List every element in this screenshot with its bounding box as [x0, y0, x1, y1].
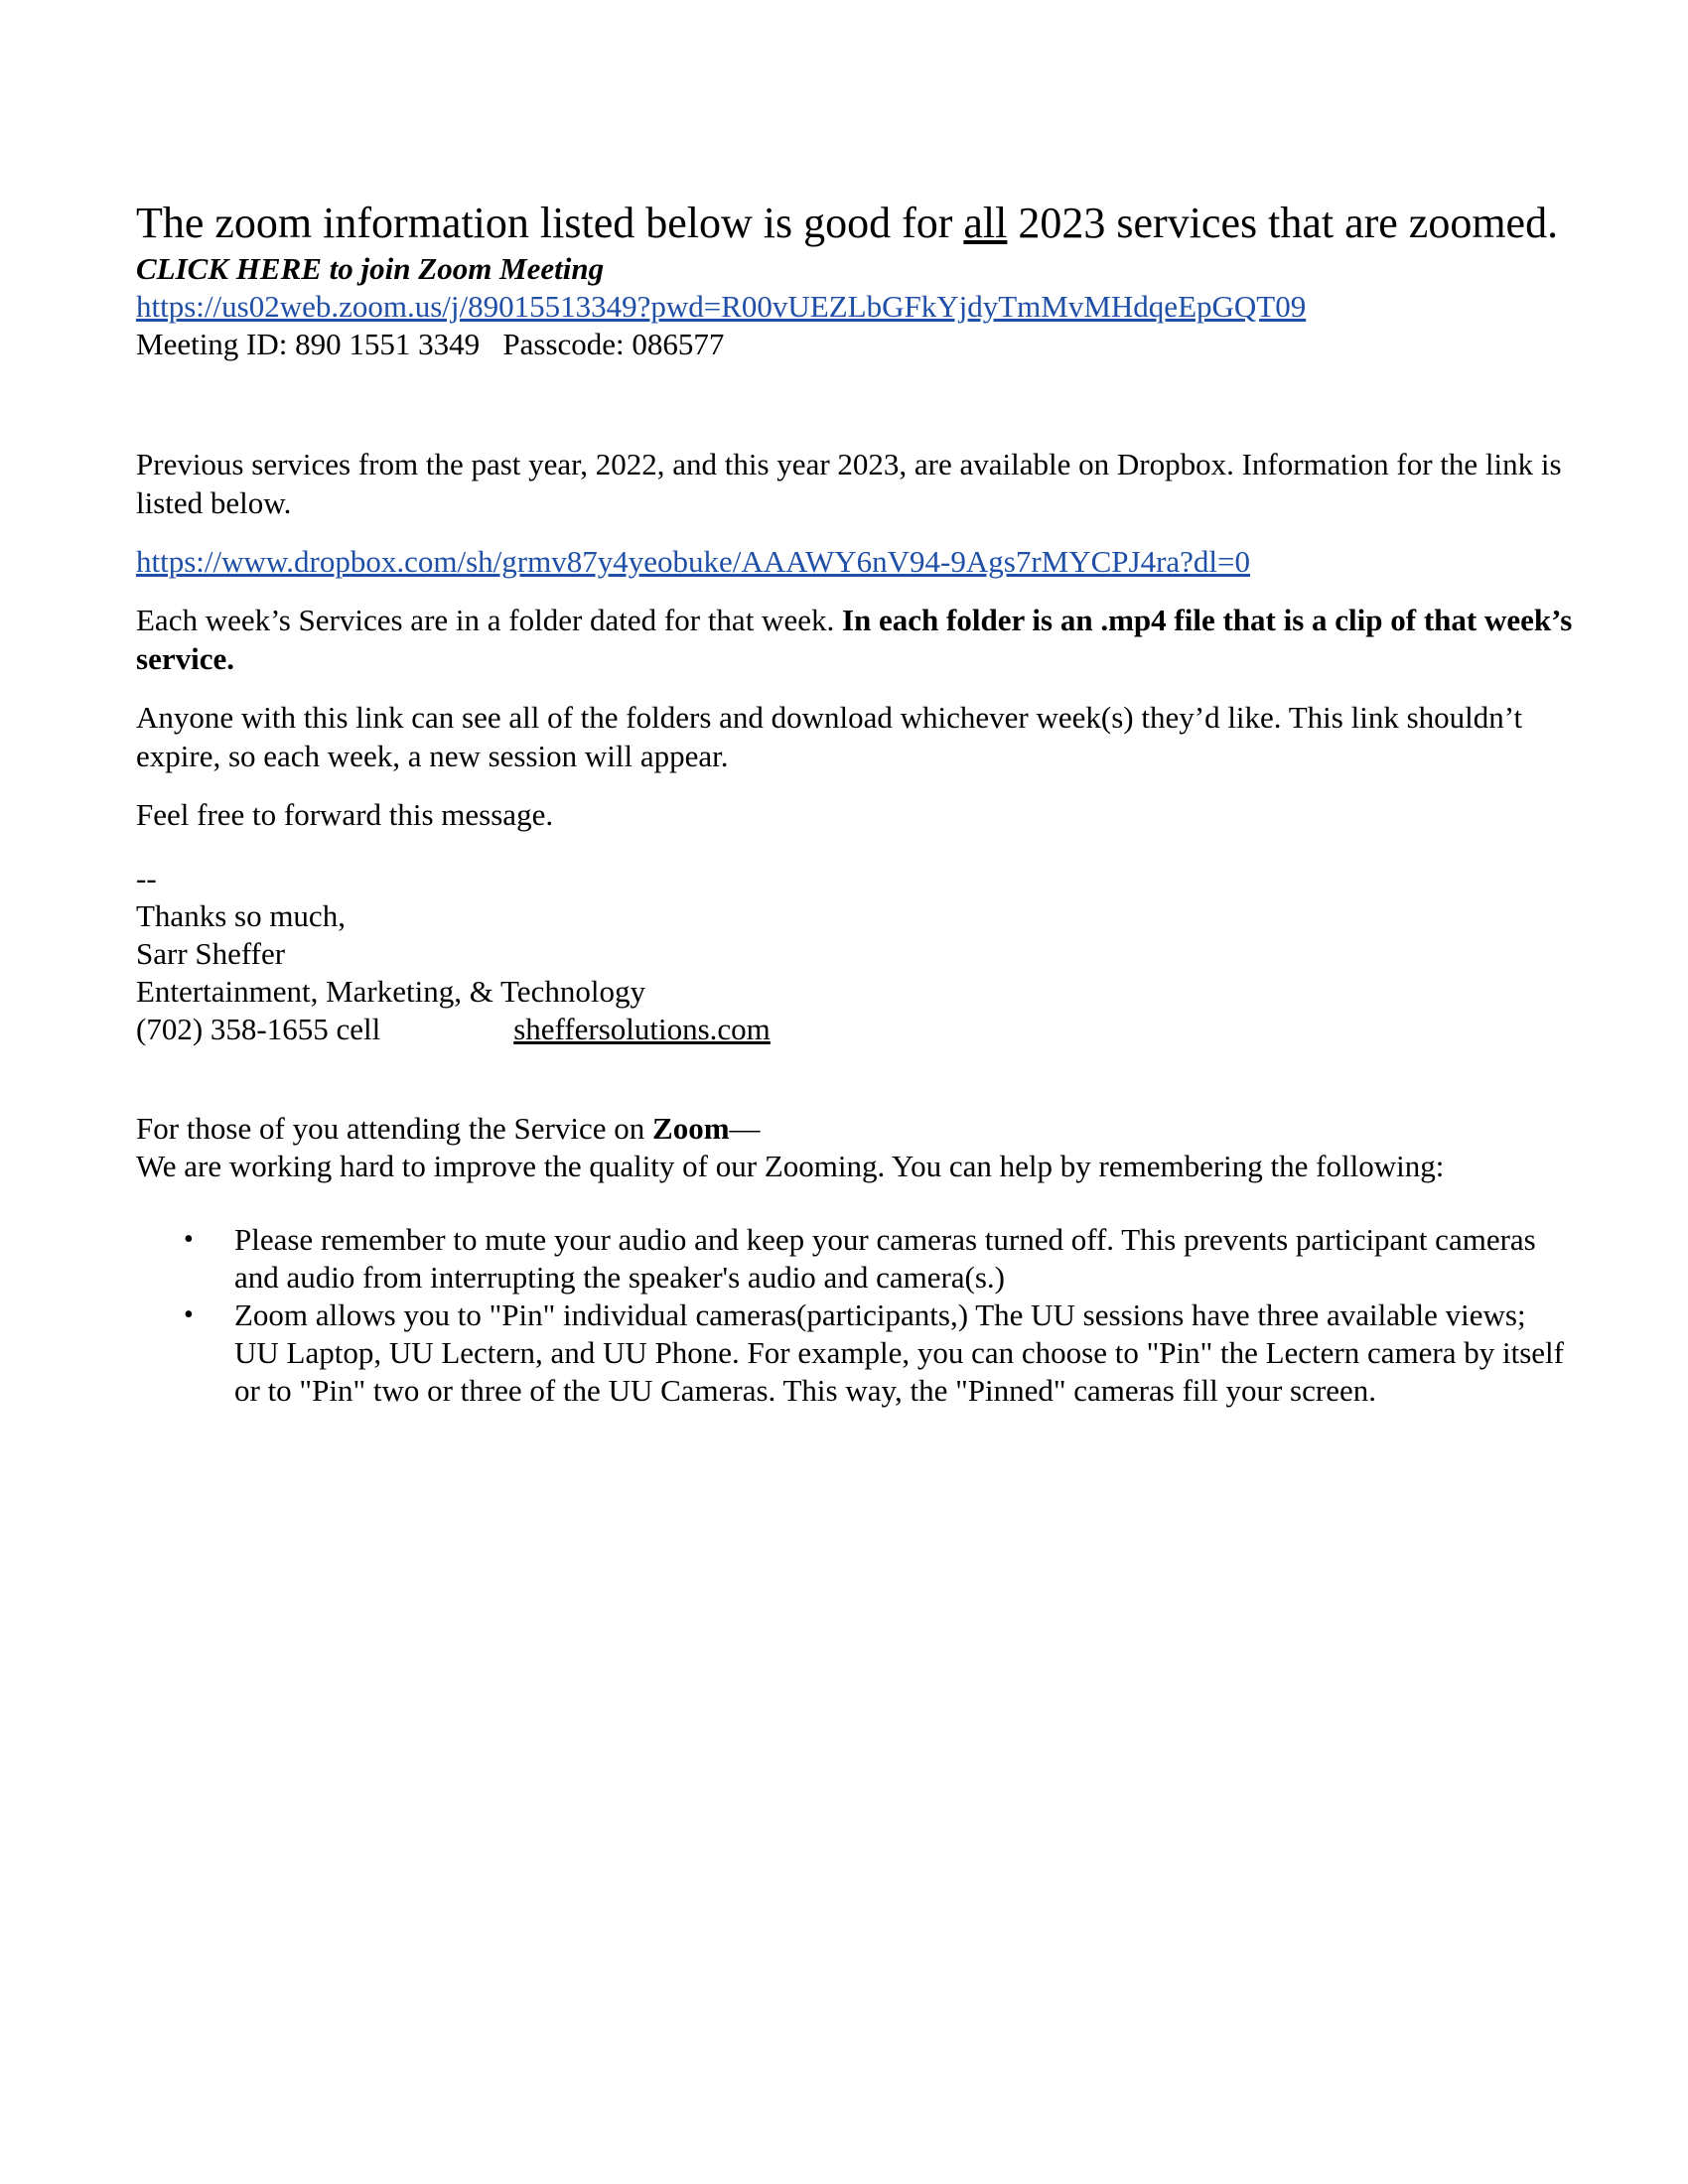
- zoom-tips-list: [136, 1221, 1576, 1410]
- document-page: [136, 197, 1576, 1410]
- zoom-tips-lead: We are working hard to improve the quality of our Zooming. You can help by remembering the following:: [136, 1149, 1445, 1183]
- zoom-credentials: [136, 326, 1576, 363]
- zoom-link-line: [136, 288, 1576, 326]
- bullet-icon: •: [184, 1224, 194, 1255]
- zoom-heading-pre: The zoom information listed below is good for: [136, 199, 964, 247]
- zoom-heading-post: 2023 services that are zoomed.: [1007, 199, 1559, 247]
- list-item: [184, 1221, 1576, 1297]
- zoom-tips-intro-bold: Zoom: [652, 1111, 730, 1146]
- list-item-text: Please remember to mute your audio and keep your cameras turned off. This prevents participant cameras and audio from interrupting the speaker's audio and camera(s.): [234, 1222, 1536, 1295]
- dropbox-link-line: [136, 542, 1576, 581]
- signature-phone: (702) 358-1655 cell: [136, 1012, 381, 1046]
- anyone-note: Anyone with this link can see all of the folders and download whichever week(s) they’d like. This link shouldn’t expire, so each week, a new session will appear.: [136, 700, 1523, 773]
- forward-note: Feel free to forward this message.: [136, 797, 554, 832]
- dropbox-intro: Previous services from the past year, 2022, and this year 2023, are available on Dropbox. Information for the link is listed below.: [136, 447, 1562, 520]
- signature-closing: Thanks so much,: [136, 898, 346, 933]
- folders-note-plain: Each week’s Services are in a folder dated for that week.: [136, 603, 842, 637]
- zoom-meeting-link[interactable]: https://us02web.zoom.us/j/89015513349?pwd=R00vUEZLbGFkYjdyTmMvMHdqeEpGQT09: [136, 289, 1307, 324]
- signature-separator: --: [136, 861, 157, 895]
- folders-note: [136, 601, 1576, 678]
- zoom-heading: [136, 197, 1576, 250]
- zoom-tips-intro-post: —: [729, 1111, 761, 1146]
- zoom-join-cta[interactable]: CLICK HERE to join Zoom Meeting: [136, 251, 605, 286]
- signature-name: Sarr Sheffer: [136, 936, 286, 971]
- list-item-text: Zoom allows you to "Pin" individual cameras(participants,) The UU sessions have three available views; UU Laptop, UU Lectern, and UU Phone. For example, you can choose to "Pin" the Lectern camera by itself or to "Pin" two or three of the UU Cameras. This way, the "Pinned" cameras fill your screen.: [234, 1297, 1564, 1408]
- zoom-tips-intro: [136, 1110, 1576, 1148]
- bullet-icon: •: [184, 1299, 194, 1330]
- signature-title: Entertainment, Marketing, & Technology: [136, 974, 645, 1009]
- folders-note-bold: In each folder is an .mp4 file that is a clip of that week’s service.: [136, 603, 1573, 676]
- passcode: Passcode: 086577: [502, 327, 725, 361]
- meeting-id: Meeting ID: 890 1551 3349: [136, 327, 481, 361]
- signature-website[interactable]: sheffersolutions.com: [513, 1012, 771, 1046]
- dropbox-link[interactable]: https://www.dropbox.com/sh/grmv87y4yeobuke/AAAWY6nV94-9Ags7rMYCPJ4ra?dl=0: [136, 544, 1251, 579]
- zoom-heading-emphasis: all: [963, 199, 1008, 247]
- zoom-tips-intro-pre: For those of you attending the Service on: [136, 1111, 653, 1146]
- signature-contact: [136, 1011, 1576, 1048]
- list-item: [184, 1297, 1576, 1410]
